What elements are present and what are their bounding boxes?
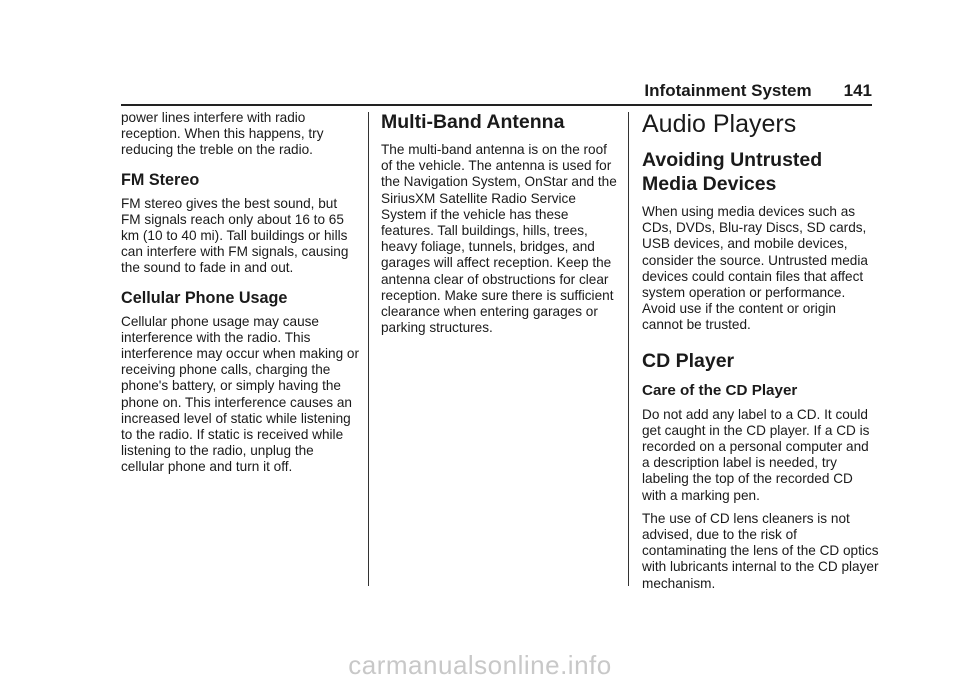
column-1: [121, 110, 359, 483]
heading-cellular-phone-usage: Cellular Phone Usage: [121, 288, 288, 307]
paragraph-cellular-phone-usage: Cellular phone usage may cause interference with the radio. This interference may occur when making or receiving phone calls, charging the phone's battery, or simply having the phone on. This interference causes an increased level of static while listening to the radio. If static is received while listening to the radio, unplug the cellular phone and turn it off.: [121, 313, 359, 475]
page-number: 141: [843, 81, 872, 100]
column-3: [642, 110, 880, 599]
paragraph-care-cd-2: The use of CD lens cleaners is not advised, due to the risk of contaminating the lens of the CD optics with lubricants internal to the CD player mechanism.: [642, 510, 879, 591]
heading-care-of-cd-player: Care of the CD Player: [642, 381, 798, 399]
header-rule: [121, 104, 872, 106]
paragraph-intro: power lines interfere with radio reception. When this happens, try reducing the treble on the radio.: [121, 110, 324, 158]
column-divider-2: [628, 112, 629, 586]
heading-audio-players: Audio Players: [642, 110, 797, 138]
heading-fm-stereo: FM Stereo: [121, 170, 200, 189]
watermark-text: carmanualsonline.info: [348, 650, 612, 680]
page-header: [0, 78, 872, 104]
paragraph-avoiding-untrusted-media: When using media devices such as CDs, DVDs, Blu-ray Discs, SD cards, USB devices, and mobile devices, consider the source. Untrusted media devices could contain files that affect system operation or performance. Avoid use if the content or origin cannot be trusted.: [642, 204, 868, 333]
paragraph-fm-stereo: FM stereo gives the best sound, but FM signals reach only about 16 to 65 km (10 to 40 mi). Tall buildings or hills can interfere with FM signals, causing the sound to fade in and out.: [121, 195, 349, 276]
column-2: [381, 110, 619, 343]
heading-cd-player: CD Player: [642, 349, 735, 372]
heading-multi-band-antenna: Multi-Band Antenna: [381, 111, 565, 133]
paragraph-care-cd-1: Do not add any label to a CD. It could get caught in the CD player. If a CD is recorded on a personal computer and a description label is needed, try labeling the top of the recorded CD with a marking pen.: [642, 406, 870, 503]
heading-avoiding-untrusted-media: Avoiding Untrusted Media Devices: [642, 149, 823, 195]
section-title: Infotainment System: [644, 81, 812, 100]
column-divider-1: [368, 112, 369, 586]
paragraph-multi-band-antenna: The multi-band antenna is on the roof of the vehicle. The antenna is used for the Navigation System, OnStar and the SiriusXM Satellite Radio Service System if the vehicle has these features. Tall buildings, hills, trees, heavy foliage, tunnels, bridges, and garages will affect reception. Keep the antenna clear of obstructions for clear reception. Make sure there is sufficient clearance when entering garages or parking structures.: [381, 142, 617, 336]
